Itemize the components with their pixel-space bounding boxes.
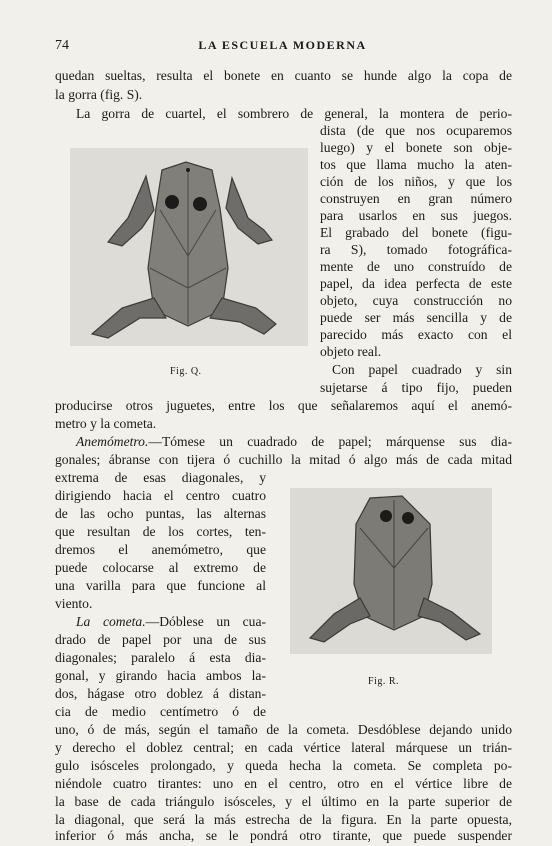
running-title: LA ESCUELA MODERNA — [198, 38, 367, 52]
text-line: la base de cada triángulo isósceles, y el último en la parte superior de — [55, 794, 512, 809]
text-line: Con papel cuadrado y sin — [332, 362, 512, 377]
text-line: El grabado del bonete (figu- — [320, 225, 512, 240]
anemometro-heading: Anemómetro. — [76, 434, 149, 449]
text-line: mente de uno construído de — [320, 259, 512, 274]
figure-r-photo — [290, 488, 492, 654]
text-line: dremos el anemómetro, que — [55, 542, 266, 557]
text-line: la gorra (fig. S). — [55, 87, 143, 102]
figure-r-caption: Fig. R. — [368, 676, 400, 687]
text-line: diagonales; paralelo á esta dia- — [55, 650, 266, 665]
anemometro-paragraph-line: Anemómetro.—Tómese un cuadrado de papel; márquense sus dia- — [76, 434, 512, 449]
text-line: dista (de que nos ocuparemos — [320, 123, 512, 138]
text-line: luego) y el bonete son obje- — [320, 140, 512, 155]
text-line: ra S), tomado fotográfica- — [320, 242, 512, 257]
text-line: puede colocarse al extremo de — [55, 560, 266, 575]
text-line: inferior ó más ancha, se le pondrá otro tirante, que puede suspender — [55, 828, 512, 843]
text-line: gonales; ábranse con tijera ó cuchillo la mitad ó algo más de cada mitad — [55, 452, 512, 467]
figure-q-caption: Fig. Q. — [170, 366, 202, 377]
text-line: extrema de esas diagonales, y — [55, 470, 266, 485]
text-line: una varilla para que funcione al — [55, 578, 266, 593]
text-line: tos que llama mucho la aten- — [320, 157, 512, 172]
text-line: que resultan de los cortes, ten- — [55, 524, 266, 539]
running-head — [55, 38, 510, 56]
text-line: parecido más exacto con el — [320, 327, 512, 342]
text-line: objeto real. — [320, 344, 382, 359]
text-line: uno, ó de más, según el tamaño de la cometa. Desdóblese dejando unido — [55, 722, 512, 737]
text-line: producirse otros juguetes, entre los que señalaremos aquí el anemó- — [55, 398, 512, 413]
text-line: construyen en gran número — [320, 191, 512, 206]
text-line: drado de papel por una de sus — [55, 632, 266, 647]
text-line: y derecho el doblez central; en cada vértice lateral márquese un trián- — [55, 740, 512, 755]
figure-q-photo — [70, 148, 308, 346]
text-line: cia de medio centímetro ó de — [55, 704, 266, 719]
cometa-paragraph-line: La cometa.—Dóblese un cua- — [76, 614, 266, 629]
text-line: viento. — [55, 596, 93, 611]
text-line: dos, hágase otro doblez á distan- — [55, 686, 266, 701]
text-line: ción de los niños, y que los — [320, 174, 512, 189]
text-line: La gorra de cuartel, el sombrero de general, la montera de perio- — [76, 106, 512, 121]
text-line: niéndole cuatro tirantes: uno en el centro, otro en el vértice libre de — [55, 776, 512, 791]
origami-frog-r-image — [290, 488, 492, 654]
text-line: gulo isósceles prolongado, y queda hecha la cometa. Se completa po- — [55, 758, 512, 773]
text-line: la diagonal, que será la más estrecha de la figura. En la parte opuesta, — [55, 812, 512, 827]
text-line: dirigiendo hacia el centro cuatro — [55, 488, 266, 503]
text-line: de las ocho puntas, las alternas — [55, 506, 266, 521]
text-line: gonal, y girando hacia ambos la- — [55, 668, 266, 683]
text-line: para usarlos en sus juegos. — [320, 208, 512, 223]
text-line: quedan sueltas, resulta el bonete en cuanto se hunde algo la copa de — [55, 68, 512, 83]
page-number: 74 — [55, 38, 69, 53]
text-line: puede ser más sencilla y de — [320, 310, 512, 325]
cometa-heading: La cometa. — [76, 614, 146, 629]
text-line: metro y la cometa. — [55, 416, 157, 431]
text-line: sujetarse á tipo fijo, pueden — [320, 380, 512, 395]
text-line: objeto, cuya construcción no — [320, 293, 512, 308]
text-line: papel, da idea perfecta de este — [320, 276, 512, 291]
origami-frog-q-image — [70, 148, 308, 346]
